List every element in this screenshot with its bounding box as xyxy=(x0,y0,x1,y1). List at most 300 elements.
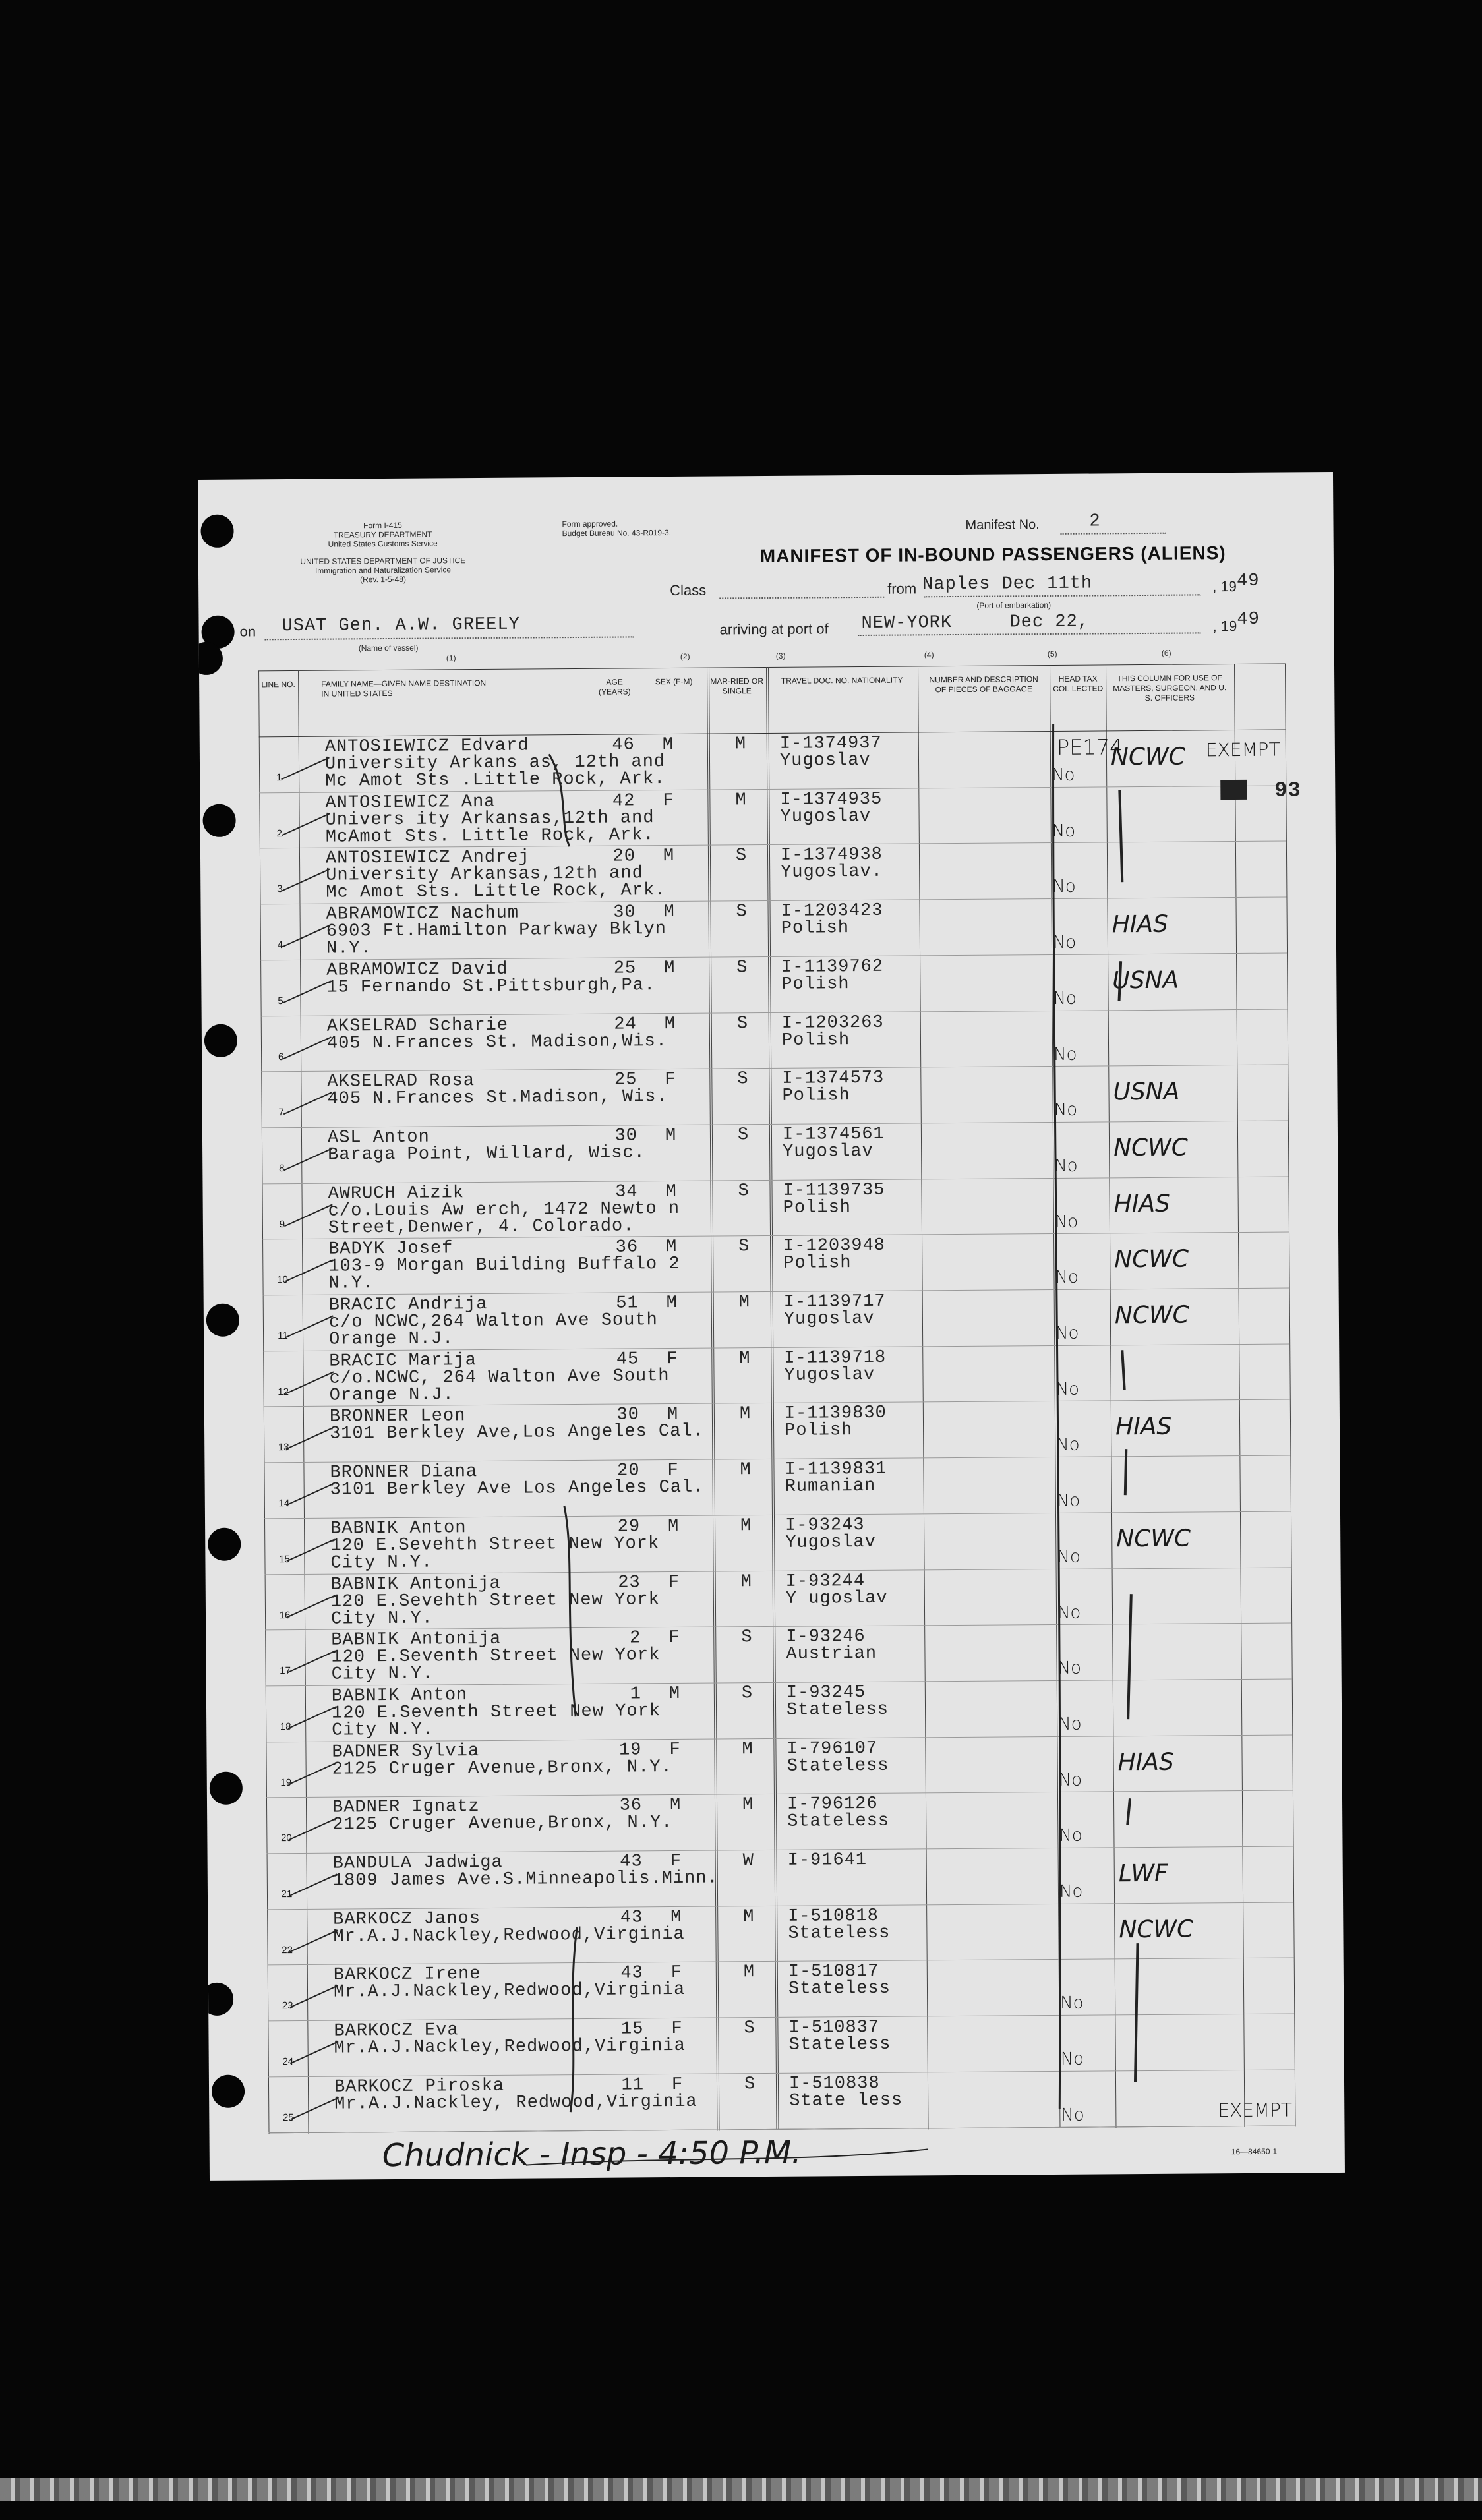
head-tax: No xyxy=(1056,1435,1080,1455)
passenger-sex: M xyxy=(666,1237,678,1258)
passenger-sex: M xyxy=(665,1181,677,1202)
marital-status: M xyxy=(740,1460,752,1480)
officer-note: HIAS xyxy=(1117,1748,1174,1776)
on-label: on xyxy=(239,623,256,640)
destination-line-1: 3101 Berkley Ave,Los Angeles Cal. xyxy=(330,1422,704,1445)
passenger-sex: M xyxy=(664,958,676,978)
passenger-name: BRONNER Leon xyxy=(329,1406,466,1428)
passenger-name: BRONNER Diana xyxy=(330,1462,478,1483)
passenger-age: 24 xyxy=(614,1014,637,1035)
head-tax: No xyxy=(1060,1993,1084,2014)
form-approved: Form approved. xyxy=(562,519,618,529)
marital-status: M xyxy=(739,1348,751,1368)
officer-note: HIAS xyxy=(1112,910,1169,939)
travel-doc-number: I-1139762 xyxy=(781,956,884,978)
travel-doc-number: I-1203263 xyxy=(781,1012,884,1034)
passenger-age: 25 xyxy=(614,1070,637,1090)
marital-status: S xyxy=(737,1125,750,1146)
line-number: 11 xyxy=(278,1330,288,1342)
revision-date: (Rev. 1-5-48) xyxy=(360,574,406,585)
travel-doc-number: I-1374935 xyxy=(780,789,883,810)
line-number: 25 xyxy=(282,2111,294,2123)
passenger-name: BABNIK Antonija xyxy=(331,1629,502,1651)
marital-status: S xyxy=(738,1181,750,1201)
destination-line-2: N.Y. xyxy=(328,1274,374,1294)
passenger-age: 20 xyxy=(612,846,636,867)
arriving-label: arriving at port of xyxy=(719,620,829,638)
travel-doc-number: I-1374561 xyxy=(782,1124,885,1145)
year-prefix-2: , 19 xyxy=(1212,618,1237,635)
passenger-name: ANTOSIEWICZ Ana xyxy=(325,792,496,813)
marital-status: S xyxy=(741,1627,753,1648)
destination-line-2: N.Y. xyxy=(326,939,372,959)
head-tax: No xyxy=(1052,765,1075,785)
travel-doc-number: I-510838 xyxy=(788,2073,880,2094)
passenger-name: ABRAMOWICZ David xyxy=(326,959,508,981)
nationality: Stateless xyxy=(786,1699,889,1720)
destination-line-2: City N.Y. xyxy=(331,1664,434,1685)
header-baggage: NUMBER AND DESCRIPTION OF PIECES OF BAGGAGE xyxy=(929,674,1038,695)
passenger-sex: F xyxy=(670,1851,682,1872)
handwriting-overlay xyxy=(198,472,1345,2181)
line-number: 22 xyxy=(282,1944,293,1956)
travel-doc-number: I-93246 xyxy=(786,1627,866,1648)
ditto-mark xyxy=(1119,961,1121,1001)
head-tax: No xyxy=(1053,1044,1077,1065)
year-prefix: , 19 xyxy=(1212,578,1237,595)
passenger-sex: M xyxy=(663,902,675,923)
marital-status: M xyxy=(743,1962,756,1983)
destination-line-1: 6903 Ft.Hamilton Parkway Bklyn xyxy=(326,920,667,942)
passenger-age: 43 xyxy=(620,1908,643,1928)
line-number: 15 xyxy=(279,1553,290,1565)
passenger-sex: M xyxy=(667,1405,679,1425)
marital-status: M xyxy=(739,1404,752,1424)
nationality: Yugoslav xyxy=(783,1308,875,1330)
customs-service: United States Customs Service xyxy=(328,539,438,549)
ins-service: Immigration and Naturalization Service xyxy=(314,565,452,575)
destination-line-2: Mc Amot Sts. Little Rock, Ark. xyxy=(326,881,667,904)
head-tax: No xyxy=(1058,1770,1082,1790)
vessel-caption: (Name of vessel) xyxy=(358,643,419,653)
marital-status: W xyxy=(742,1851,754,1871)
destination-line-1: Mr.A.J.Nackley,Redwood,Virginia xyxy=(333,1924,685,1947)
passenger-name: BANDULA Jadwiga xyxy=(332,1852,503,1874)
nationality: Polish xyxy=(781,918,850,939)
passenger-age: 1 xyxy=(630,1684,641,1705)
head-tax: No xyxy=(1060,2049,1084,2070)
marital-status: S xyxy=(735,846,748,866)
head-tax: No xyxy=(1053,988,1077,1009)
travel-doc-number: I-93244 xyxy=(785,1571,866,1592)
head-tax: No xyxy=(1059,1825,1082,1846)
nationality: Stateless xyxy=(788,1923,891,1944)
header-officers: THIS COLUMN FOR USE OF MASTERS, SURGEON, AND U. S. OFFICERS xyxy=(1113,673,1227,703)
col-num-3: (3) xyxy=(775,651,786,660)
line-number: 20 xyxy=(280,1832,292,1844)
passenger-age: 30 xyxy=(616,1405,640,1425)
passenger-sex: M xyxy=(664,1014,676,1034)
marital-status: M xyxy=(738,1293,751,1313)
passenger-sex: F xyxy=(669,1740,681,1760)
passenger-age: 43 xyxy=(620,1852,643,1872)
destination-line-1: Mr.A.J.Nackley,Redwood,Virginia xyxy=(334,2036,686,2059)
passenger-age: 43 xyxy=(620,1963,643,1983)
marital-status: S xyxy=(737,1069,749,1090)
travel-doc-number: I-1374938 xyxy=(780,845,883,866)
destination-line-2: McAmot Sts. Little Rock, Ark. xyxy=(325,825,655,848)
nationality: Polish xyxy=(784,1421,853,1442)
line-number: 21 xyxy=(281,1889,293,1900)
destination-line-1: 405 N.Frances St.Madison, Wis. xyxy=(327,1087,668,1109)
passenger-name: BARKOCZ Piroska xyxy=(334,2076,505,2097)
col-num-5: (5) xyxy=(1047,649,1057,659)
destination-line-1: 120 E.Seventh Street New York xyxy=(331,1645,661,1668)
passenger-name: AKSELRAD Scharie xyxy=(326,1015,509,1037)
scanner-edge-band xyxy=(0,2478,1482,2501)
marital-status: S xyxy=(738,1237,750,1257)
destination-line-1: Mr.A.J.Nackley,Redwood,Virginia xyxy=(333,1980,686,2003)
marital-status: S xyxy=(736,957,748,978)
passenger-name: BARKOCZ Irene xyxy=(333,1964,481,1986)
head-tax: No xyxy=(1052,932,1077,953)
class-label: Class xyxy=(670,581,707,599)
nationality: Yugoslav xyxy=(779,750,871,771)
head-tax: No xyxy=(1059,1881,1083,1902)
marital-status: S xyxy=(736,1013,749,1034)
vertical-handwritten-line xyxy=(1050,724,1063,2109)
marital-status: M xyxy=(735,790,747,811)
head-tax: No xyxy=(1052,821,1076,841)
passenger-age: 15 xyxy=(620,2019,644,2039)
passenger-age: 45 xyxy=(616,1349,639,1370)
travel-doc-number: I-91641 xyxy=(787,1850,868,1871)
destination-line-1: 103-9 Morgan Building Buffalo 2 xyxy=(328,1254,680,1277)
ditto-mark xyxy=(1125,1449,1126,1495)
passenger-sex: M xyxy=(665,1125,677,1146)
passenger-name: BABNIK Antonija xyxy=(330,1573,501,1595)
travel-doc-number: I-1203948 xyxy=(783,1236,886,1257)
passenger-sex: M xyxy=(667,1516,680,1537)
year-2: 49 xyxy=(1237,609,1260,630)
budget-bureau: Budget Bureau No. 43-R019-3. xyxy=(562,527,672,539)
destination-line-2: Orange N.J. xyxy=(329,1385,455,1406)
bracket-mark xyxy=(549,754,570,846)
passenger-age: 30 xyxy=(613,902,636,923)
nationality: Stateless xyxy=(788,2034,891,2055)
head-tax: No xyxy=(1054,1212,1079,1232)
officer-note: NCWC xyxy=(1114,1245,1189,1274)
passenger-sex: F xyxy=(671,2019,683,2039)
line-number: 17 xyxy=(280,1665,291,1677)
officer-note: NCWC xyxy=(1110,743,1185,771)
passenger-sex: F xyxy=(671,2074,684,2095)
destination-line-1: 15 Fernando St.Pittsburgh,Pa. xyxy=(326,975,656,998)
col-num-6: (6) xyxy=(1161,648,1171,658)
officer-note: NCWC xyxy=(1116,1525,1191,1553)
travel-doc-number: I-1203423 xyxy=(781,900,883,922)
document-title: MANIFEST OF IN-BOUND PASSENGERS (ALIENS) xyxy=(759,542,1226,567)
destination-line-1: 120 E.Sevehth Street New York xyxy=(330,1533,660,1556)
destination-line-2: Mc Amot Sts .Little Rock, Ark. xyxy=(325,769,666,792)
inspector-signature: Chudnick - Insp - 4:50 P.M. xyxy=(382,2134,802,2175)
travel-doc-number: I-93243 xyxy=(785,1515,865,1536)
form-id: Form I-415 xyxy=(363,520,402,531)
destination-line-1: 405 N.Frances St. Madison,Wis. xyxy=(326,1031,668,1054)
travel-doc-number: I-796107 xyxy=(786,1738,878,1759)
marital-status: S xyxy=(736,902,748,922)
nationality: Yugoslav xyxy=(783,1141,874,1162)
passenger-name: BADNER Sylvia xyxy=(332,1741,480,1763)
travel-doc-number: I-1139718 xyxy=(784,1347,887,1368)
passenger-name: ABRAMOWICZ Nachum xyxy=(326,903,519,925)
marital-status: M xyxy=(742,1739,754,1759)
line-number: 19 xyxy=(280,1776,292,1788)
passenger-name: ANTOSIEWICZ Andrej xyxy=(325,847,530,869)
passenger-age: 46 xyxy=(612,735,635,755)
passenger-age: 19 xyxy=(618,1740,642,1761)
marital-status: S xyxy=(744,2074,756,2095)
passenger-sex: F xyxy=(665,1070,676,1090)
exempt-stamp-top: EXEMPT xyxy=(1205,738,1280,761)
travel-doc-number: I-1139735 xyxy=(783,1180,885,1201)
ditto-mark xyxy=(1127,1798,1130,1825)
nationality: Yugoslav. xyxy=(781,862,883,883)
bracket-mark xyxy=(564,1506,576,1716)
passenger-name: BADNER Ignatz xyxy=(332,1797,480,1818)
head-tax: No xyxy=(1054,1156,1078,1176)
passenger-name: BARKOCZ Eva xyxy=(334,2020,459,2041)
passenger-sex: M xyxy=(670,1907,682,1927)
passenger-age: 36 xyxy=(615,1237,639,1258)
officer-note: NCWC xyxy=(1119,1916,1194,1943)
passenger-name: BABNIK Anton xyxy=(330,1517,467,1539)
head-tax: No xyxy=(1057,1658,1082,1679)
marital-status: M xyxy=(740,1571,752,1592)
line-number: 6 xyxy=(278,1051,284,1063)
officer-note: HIAS xyxy=(1113,1190,1171,1217)
travel-doc-number: I-1139717 xyxy=(783,1291,886,1312)
head-tax: No xyxy=(1057,1546,1081,1567)
destination-line-1: Mr.A.J.Nackley, Redwood,Virginia xyxy=(334,2092,697,2115)
nationality: Austrian xyxy=(786,1644,877,1664)
travel-doc-number: I-1139830 xyxy=(784,1403,887,1424)
head-tax: No xyxy=(1052,877,1076,897)
header-line-no: LINE NO. xyxy=(261,679,295,689)
treasury-dept: TREASURY DEPARTMENT xyxy=(333,529,432,540)
travel-doc-number: I-1139831 xyxy=(785,1459,887,1480)
travel-doc-number: I-510837 xyxy=(788,2017,880,2038)
line-number: 8 xyxy=(279,1162,285,1175)
line-number: 2 xyxy=(276,827,282,839)
passenger-sex: F xyxy=(668,1572,680,1593)
passenger-sex: M xyxy=(668,1684,681,1704)
passenger-name: BARKOCZ Janos xyxy=(333,1908,481,1930)
nationality: Polish xyxy=(783,1253,852,1274)
year-1: 49 xyxy=(1237,571,1260,592)
line-number: 23 xyxy=(282,2000,293,2012)
header-age: AGE (YEARS) xyxy=(598,677,631,697)
travel-doc-number: I-93245 xyxy=(786,1682,866,1703)
passenger-sex: F xyxy=(670,1963,683,1983)
destination-line-1: University Arkans as, 12th and xyxy=(324,752,666,775)
head-tax: No xyxy=(1061,2105,1084,2125)
line-number: 18 xyxy=(280,1720,291,1733)
destination-line-1: c/o.Louis Aw erch, 1472 Newto n xyxy=(328,1198,680,1221)
passenger-age: 34 xyxy=(615,1181,638,1202)
passenger-name: AKSELRAD Rosa xyxy=(327,1071,475,1092)
header-sex: SEX (F-M) xyxy=(655,676,693,687)
marital-status: M xyxy=(743,1906,755,1927)
marital-status: S xyxy=(741,1684,754,1704)
passenger-age: 2 xyxy=(629,1628,641,1649)
destination-line-1: Baraga Point, Willard, Wisc. xyxy=(328,1143,645,1165)
destination-line-1: c/o NCWC,264 Walton Ave South xyxy=(328,1310,658,1333)
destination-line-1: Univers ity Arkansas,12th and xyxy=(325,807,655,831)
passenger-name: BRACIC Andrija xyxy=(328,1294,488,1316)
destination-line-2: City N.Y. xyxy=(332,1720,434,1741)
ditto-mark xyxy=(1122,1350,1124,1390)
destination-line-2: City N.Y. xyxy=(330,1608,433,1629)
ditto-mark xyxy=(1119,790,1122,882)
signature-underline xyxy=(526,2149,928,2165)
passenger-age: 51 xyxy=(616,1293,639,1314)
passenger-sex: F xyxy=(668,1628,680,1649)
destination-line-1: University Arkansas,12th and xyxy=(326,864,643,887)
destination-line-1: c/o.NCWC, 264 Walton Ave South xyxy=(329,1366,670,1389)
nationality: Yugoslav xyxy=(784,1364,875,1386)
officer-note: NCWC xyxy=(1113,1134,1189,1162)
passenger-sex: M xyxy=(663,846,675,867)
passenger-age: 42 xyxy=(612,791,636,811)
travel-doc-number: I-1374573 xyxy=(782,1068,885,1090)
passenger-sex: M xyxy=(662,734,674,755)
manifest-page xyxy=(198,472,1345,2181)
destination-line-1: 3101 Berkley Ave Los Angeles Cal. xyxy=(330,1477,705,1500)
nationality: Polish xyxy=(783,1197,852,1218)
destination-line-1: 120 E.Seventh Street New York xyxy=(331,1701,661,1724)
head-tax: No xyxy=(1056,1490,1081,1511)
manifest-no-value: 2 xyxy=(1089,512,1101,532)
nationality: Stateless xyxy=(786,1755,889,1776)
manifest-no-label: Manifest No. xyxy=(965,517,1040,533)
nationality: Stateless xyxy=(788,1979,891,2000)
passenger-sex: F xyxy=(663,790,674,811)
nationality: Y ugoslav xyxy=(785,1588,888,1609)
destination-line-1: 2125 Cruger Avenue,Bronx, N.Y. xyxy=(332,1813,673,1835)
passenger-age: 23 xyxy=(618,1572,641,1593)
line-number: 1 xyxy=(276,772,282,784)
passenger-sex: F xyxy=(667,1349,678,1369)
passenger-name: BADYK Josef xyxy=(328,1239,454,1260)
destination-line-1: 2125 Cruger Avenue,Bronx, N.Y. xyxy=(332,1757,672,1780)
nationality: Polish xyxy=(781,974,850,995)
doj-dept: UNITED STATES DEPARTMENT OF JUSTICE xyxy=(300,556,466,566)
passenger-sex: M xyxy=(669,1796,682,1816)
line-number: 7 xyxy=(278,1107,284,1119)
line-number: 9 xyxy=(279,1218,285,1230)
header-name: FAMILY NAME—GIVEN NAME DESTINATION IN UNITED STATES xyxy=(321,678,487,699)
head-tax: No xyxy=(1055,1379,1080,1399)
passenger-age: 29 xyxy=(617,1517,641,1537)
line-number: 13 xyxy=(278,1442,289,1453)
nationality: Yugoslav xyxy=(785,1532,877,1553)
officer-note: HIAS xyxy=(1115,1413,1172,1441)
destination-line-2: City N.Y. xyxy=(330,1552,433,1573)
line-number: 3 xyxy=(277,883,283,895)
pe-code-annotation: PE174 xyxy=(1056,734,1123,760)
passenger-age: 36 xyxy=(619,1796,643,1816)
arrival-port: NEW-YORK xyxy=(861,613,953,633)
ditto-mark xyxy=(1127,1594,1132,1719)
embarkation-port: Naples Dec 11th xyxy=(922,573,1093,595)
marital-status: M xyxy=(734,734,747,755)
officer-note: USNA xyxy=(1112,966,1179,995)
destination-line-2: Orange N.J. xyxy=(329,1329,454,1350)
stamp-number: 93 xyxy=(1274,778,1301,803)
nationality: State less xyxy=(789,2090,903,2111)
header-married: MAR-RIED OR SINGLE xyxy=(710,676,764,696)
line-number: 12 xyxy=(278,1386,289,1397)
nationality: Rumanian xyxy=(785,1476,876,1497)
passenger-name: ASL Anton xyxy=(327,1127,430,1148)
head-tax: No xyxy=(1057,1602,1081,1623)
passenger-age: 25 xyxy=(613,958,637,979)
nationality: Polish xyxy=(782,1086,850,1107)
line-number: 5 xyxy=(278,995,283,1007)
destination-line-1: 1809 James Ave.S.Minneapolis.Minn. xyxy=(332,1868,719,1891)
passenger-age: 11 xyxy=(621,2075,645,2095)
passenger-sex: M xyxy=(666,1293,678,1314)
nationality: Polish xyxy=(781,1030,850,1051)
officer-note: LWF xyxy=(1118,1860,1168,1888)
travel-doc-number: I-510818 xyxy=(788,1906,879,1927)
arrival-date: Dec 22, xyxy=(1009,612,1090,633)
form-code: 16—84650-1 xyxy=(1231,2146,1278,2157)
passenger-sex: F xyxy=(667,1461,679,1481)
head-tax: No xyxy=(1053,1099,1078,1121)
travel-doc-number: I-510817 xyxy=(788,1962,879,1983)
marital-status: S xyxy=(744,2018,756,2039)
port-caption: (Port of embarkation) xyxy=(976,600,1052,610)
col-num-1: (1) xyxy=(446,653,456,663)
exempt-stamp-bottom: EXEMPT xyxy=(1218,2099,1293,2122)
ditto-mark xyxy=(1135,1943,1139,2082)
from-label: from xyxy=(887,580,917,597)
head-tax: No xyxy=(1058,1714,1082,1734)
col-num-2: (2) xyxy=(680,651,690,661)
header-head-tax: HEAD TAX COL-LECTED xyxy=(1053,674,1104,693)
col-num-4: (4) xyxy=(924,650,934,660)
passenger-age: 30 xyxy=(614,1126,638,1146)
travel-doc-number: I-1374937 xyxy=(779,733,882,754)
bracket-mark xyxy=(569,1927,578,2112)
nationality: Stateless xyxy=(787,1811,890,1832)
marital-status: M xyxy=(742,1795,754,1815)
line-number: 10 xyxy=(277,1274,288,1286)
line-number: 16 xyxy=(279,1609,291,1621)
nationality: Yugoslav xyxy=(780,806,872,827)
line-number: 14 xyxy=(278,1498,290,1509)
officer-note: NCWC xyxy=(1114,1301,1189,1330)
passenger-name: BABNIK Anton xyxy=(331,1685,468,1707)
passenger-name: AWRUCH Aizik xyxy=(328,1183,465,1204)
marital-status: M xyxy=(740,1515,752,1537)
head-tax: No xyxy=(1055,1268,1079,1288)
head-tax: No xyxy=(1055,1323,1079,1343)
travel-doc-number: I-796126 xyxy=(786,1794,878,1815)
officer-note: USNA xyxy=(1113,1078,1180,1106)
